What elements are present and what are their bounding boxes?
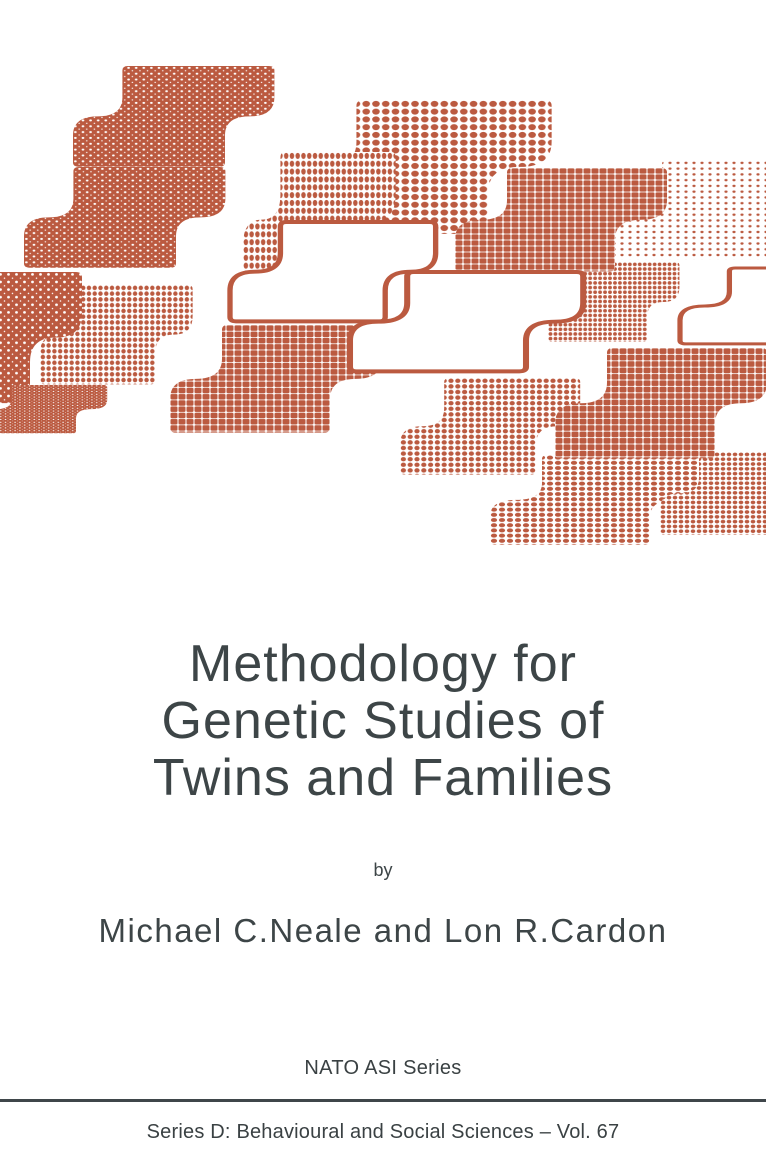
series-rule (0, 1099, 766, 1102)
book-title (0, 636, 766, 807)
title-line-2: Genetic Studies of (161, 692, 605, 750)
title-line-3: Twins and Families (152, 749, 614, 807)
byline: by (373, 860, 393, 880)
title-line-1: Methodology for (189, 635, 577, 693)
series-name: NATO ASI Series (304, 1057, 462, 1079)
series-info: Series D: Behavioural and Social Sciences – Vol. 67 (146, 1121, 620, 1143)
authors: Michael C.Neale and Lon R.Cardon (98, 912, 668, 949)
cover-art-pattern (0, 0, 766, 560)
